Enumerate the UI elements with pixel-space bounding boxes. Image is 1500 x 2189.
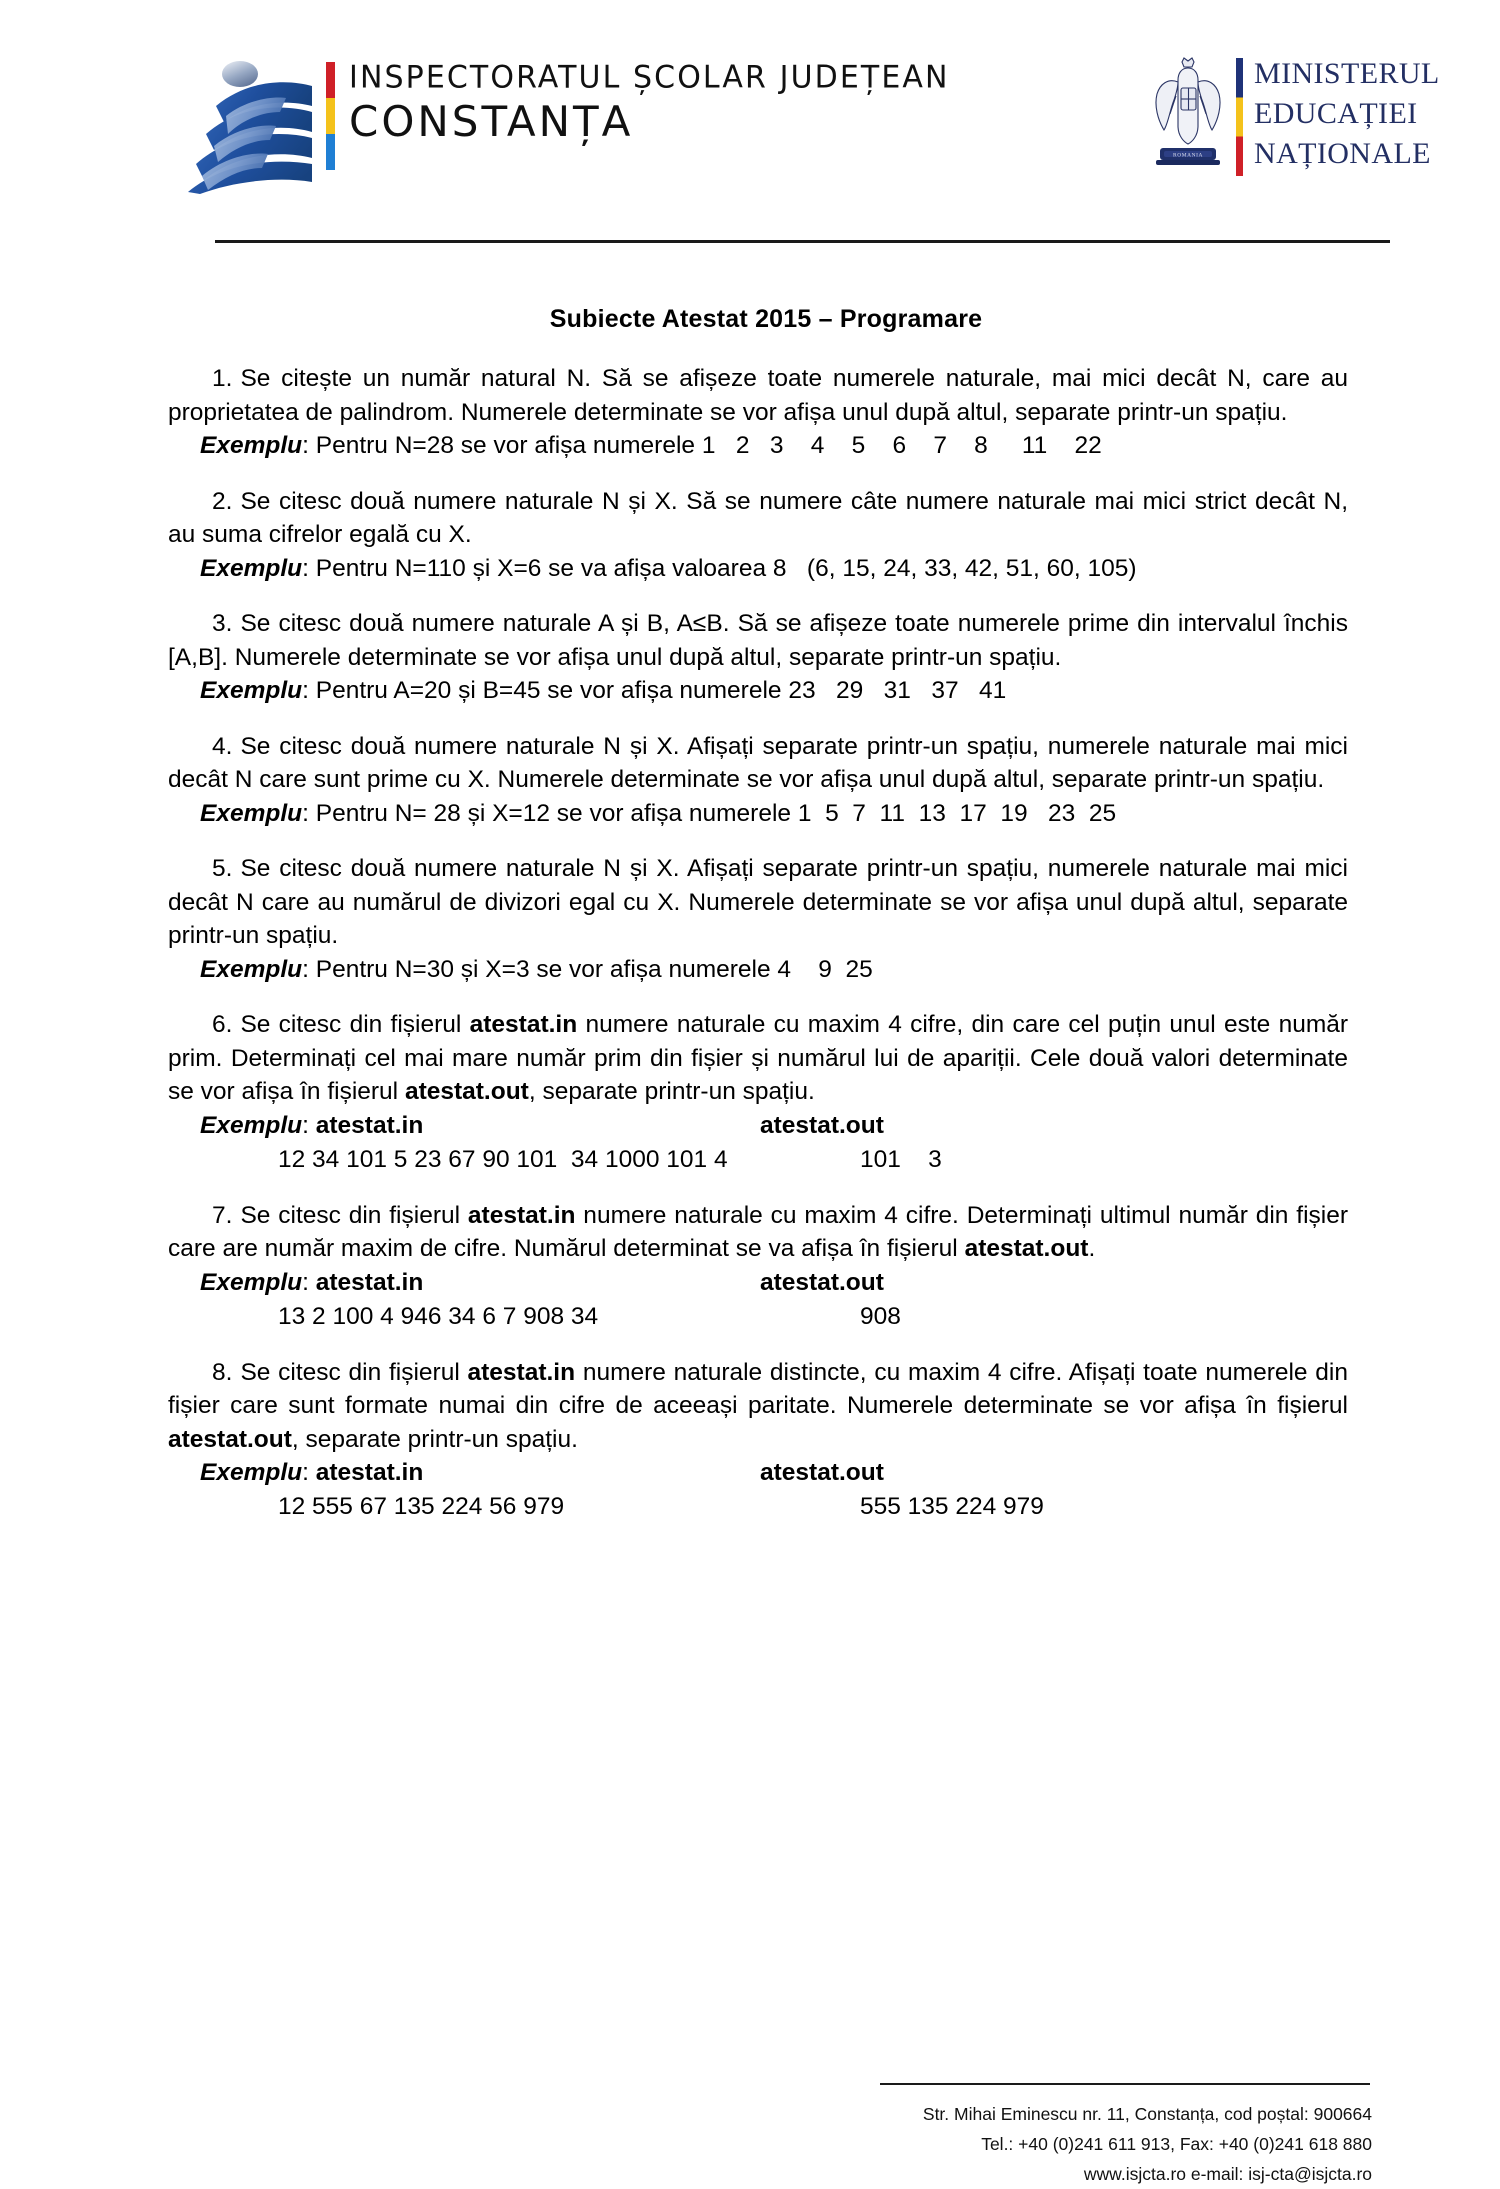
problem-2-example xyxy=(168,552,1348,586)
problem-7 xyxy=(168,1199,1348,1334)
problem-4-number: 4. xyxy=(212,732,233,760)
problem-6-in-filename: atestat.in xyxy=(315,1111,424,1139)
problem-3-statement xyxy=(168,607,1348,674)
statement-run: , separate printr-un spațiu. xyxy=(528,1078,815,1105)
statement-run: . xyxy=(1088,1235,1096,1262)
ministry-line2: EDUCAȚIEI xyxy=(1254,97,1418,130)
problem-6-example-header xyxy=(168,1109,1348,1143)
document-content xyxy=(168,305,1348,1546)
problem-1-example xyxy=(168,429,1348,463)
problem-7-text xyxy=(168,1202,1348,1263)
colon-separator: : xyxy=(302,1268,316,1296)
statement-run: numere naturale cu maxim 4 cifre. Determinați ultimul număr din fișier care are număr maxim de cifre. Numărul determinat se va afișa în fișierul xyxy=(168,1201,1349,1262)
problem-5-text: Se citesc două numere naturale N și X. Afișați separate printr-un spațiu, numerele naturale mai mici decât N care au numărul de divizori egal cu X. Numerele determinate se vor afișa unul după altul, separate printr-un spațiu. xyxy=(168,855,1348,949)
problem-6-example-in-col xyxy=(200,1109,760,1143)
problem-6-in-data: 12 34 101 5 23 67 90 101 34 1000 101 4 xyxy=(278,1145,728,1173)
problem-5-example xyxy=(168,953,1348,987)
problem-6-text xyxy=(168,1011,1348,1105)
page-header xyxy=(0,0,1500,250)
problem-4-example xyxy=(168,797,1348,831)
exemplu-label: Exemplu xyxy=(200,432,303,459)
problem-7-example-header xyxy=(168,1266,1348,1300)
problem-7-example-data xyxy=(168,1300,1348,1334)
footer-divider xyxy=(880,2083,1370,2085)
isj-swoosh-logo-icon xyxy=(180,54,330,194)
ministry-name xyxy=(1254,54,1440,174)
statement-run: Se citesc din fișierul xyxy=(240,1358,468,1386)
footer-phone-fax: Tel.: +40 (0)241 611 913, Fax: +40 (0)241 618 880 xyxy=(981,2134,1372,2154)
problem-8-statement xyxy=(168,1356,1348,1457)
statement-run: Se citesc din fișierul xyxy=(240,1011,470,1038)
exemplu-label: Exemplu xyxy=(200,955,303,983)
problem-2-example-text: : Pentru N=110 și X=6 se va afișa valoarea 8 (6, 15, 24, 33, 42, 51, 60, 105) xyxy=(302,554,1137,582)
colon-separator: : xyxy=(302,1111,316,1139)
problem-6-example-data xyxy=(168,1143,1348,1177)
problem-4 xyxy=(168,730,1348,831)
exemplu-label: Exemplu xyxy=(200,554,303,582)
problem-5-number: 5. xyxy=(212,855,233,882)
problem-7-in-data: 13 2 100 4 946 34 6 7 908 34 xyxy=(278,1302,599,1330)
problem-3-example-text: : Pentru A=20 și B=45 se vor afișa numerele 23 29 31 37 41 xyxy=(302,677,1007,704)
ministry-tricolor-bar-icon xyxy=(1236,58,1243,176)
problem-7-in-filename: atestat.in xyxy=(315,1268,424,1296)
problem-4-text: Se citesc două numere naturale N și X. Afișați separate printr-un spațiu, numerele naturale mai mici decât N care sunt prime cu X. Numerele determinate se vor afișa unul după altul, separate printr-un spațiu. xyxy=(168,732,1348,793)
filename-emphasis: atestat.in xyxy=(469,1011,578,1038)
romania-coat-of-arms-icon xyxy=(1148,52,1228,172)
header-divider xyxy=(215,240,1390,243)
problem-6-number: 6. xyxy=(212,1011,233,1038)
exemplu-label: Exemplu xyxy=(200,677,303,704)
problem-1-statement xyxy=(168,362,1348,429)
filename-emphasis: atestat.out xyxy=(404,1078,529,1105)
statement-run: numere naturale distincte, cu maxim 4 cifre. Afișați toate numerele din fișier care sunt formate numai din cifre de aceeași paritate. Numerele determinate se vor afișa în fișierul xyxy=(168,1358,1348,1419)
problem-8-out-data: 555 135 224 979 xyxy=(860,1493,1044,1520)
isj-title-line2: CONSTANȚA xyxy=(349,97,634,146)
problem-8-number: 8. xyxy=(212,1358,233,1386)
svg-text:ROMANIA: ROMANIA xyxy=(1173,152,1203,159)
footer-contact-info xyxy=(0,2099,1372,2189)
problem-8-text xyxy=(168,1359,1348,1453)
exemplu-label: Exemplu xyxy=(200,1268,303,1296)
problem-6-statement xyxy=(168,1008,1348,1109)
problem-5-statement xyxy=(168,852,1348,953)
problem-6-out-data: 101 3 xyxy=(860,1145,942,1173)
problem-1-text: Se citește un număr natural N. Să se afișeze toate numerele naturale, mai mici decât N, care au proprietatea de palindrom. Numerele determinate se vor afișa unul după altul, separate printr-un spațiu. xyxy=(168,365,1348,426)
problem-1 xyxy=(168,362,1348,463)
statement-run: numere naturale cu maxim 4 cifre, din care cel puțin unul este număr prim. Determinați cel mai mare număr prim din fișier și numărul lui de apariții. Cele două valori determinate se vor afișa în fișierul xyxy=(168,1011,1349,1105)
problem-5 xyxy=(168,852,1348,986)
filename-emphasis: atestat.out xyxy=(964,1235,1089,1262)
problem-4-example-text: : Pentru N= 28 și X=12 se vor afișa numerele 1 5 7 11 13 17 19 23 25 xyxy=(302,799,1117,827)
problem-1-number: 1. xyxy=(212,365,233,392)
problem-5-example-text: : Pentru N=30 și X=3 se vor afișa numerele 4 9 25 xyxy=(302,955,873,983)
problem-6 xyxy=(168,1008,1348,1177)
filename-emphasis: atestat.in xyxy=(467,1358,576,1386)
problem-8-in-data: 12 555 67 135 224 56 979 xyxy=(278,1493,565,1520)
problem-3-text: Se citesc două numere naturale A și B, A≤B. Să se afișeze toate numerele prime din intervalul închis [A,B]. Numerele determinate se vor afișa unul după altul, separate printr-un spațiu. xyxy=(168,610,1348,671)
problem-7-out-filename: atestat.out xyxy=(760,1268,884,1296)
footer-web-email: www.isjcta.ro e-mail: isj-cta@isjcta.ro xyxy=(1083,2164,1372,2184)
problem-1-example-text: : Pentru N=28 se vor afișa numerele 1 2 3 4 5 6 7 8 11 22 xyxy=(302,432,1102,459)
problem-8-example-in-col xyxy=(200,1456,760,1490)
problem-8-example-header xyxy=(168,1456,1348,1490)
page-title: Subiecte Atestat 2015 – Programare xyxy=(549,305,983,333)
statement-run: Se citesc din fișierul xyxy=(240,1201,468,1229)
isj-logo-block xyxy=(180,48,950,194)
problem-8-example-data xyxy=(168,1490,1348,1524)
filename-emphasis: atestat.in xyxy=(467,1201,576,1229)
problem-7-out-data: 908 xyxy=(860,1302,901,1330)
problem-2-statement xyxy=(168,485,1348,552)
problem-7-example-in-col xyxy=(200,1266,760,1300)
ministry-line3: NAȚIONALE xyxy=(1254,137,1431,170)
problem-7-statement xyxy=(168,1199,1348,1266)
problem-2-number: 2. xyxy=(212,487,233,515)
isj-title-line1: INSPECTORATUL ȘCOLAR JUDEȚEAN xyxy=(349,59,950,96)
ministry-logo-block xyxy=(1148,52,1440,176)
problem-8-out-filename: atestat.out xyxy=(760,1459,884,1486)
problem-3-number: 3. xyxy=(212,610,233,637)
problem-8-in-filename: atestat.in xyxy=(315,1459,424,1486)
ministry-line1: MINISTERUL xyxy=(1254,57,1440,90)
problem-8 xyxy=(168,1356,1348,1525)
exemplu-label: Exemplu xyxy=(200,1111,303,1139)
problem-7-number: 7. xyxy=(212,1201,233,1229)
filename-emphasis: atestat.out xyxy=(168,1425,292,1453)
problem-6-out-filename: atestat.out xyxy=(760,1111,884,1139)
colon-separator: : xyxy=(302,1459,316,1486)
isj-name xyxy=(349,58,950,148)
problem-4-statement xyxy=(168,730,1348,797)
problem-2 xyxy=(168,485,1348,586)
problem-3 xyxy=(168,607,1348,708)
problem-2-text: Se citesc două numere naturale N și X. Să se numere câte numere naturale mai mici strict decât N, au suma cifrelor egală cu X. xyxy=(168,487,1348,548)
footer-address: Str. Mihai Eminescu nr. 11, Constanța, cod poștal: 900664 xyxy=(922,2104,1372,2124)
exemplu-label: Exemplu xyxy=(200,799,303,827)
problem-3-example xyxy=(168,674,1348,708)
exemplu-label: Exemplu xyxy=(200,1459,303,1486)
statement-run: , separate printr-un spațiu. xyxy=(291,1425,578,1453)
